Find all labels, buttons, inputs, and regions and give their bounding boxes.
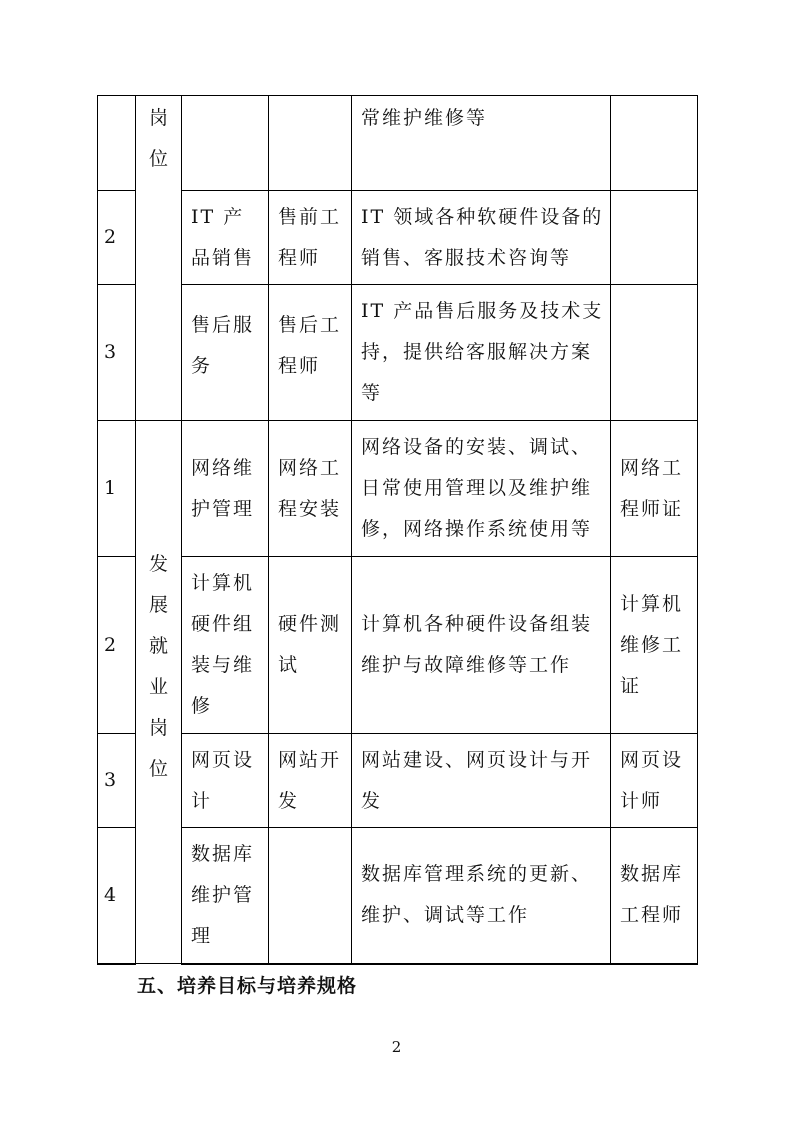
row-number: 4 [98,828,136,964]
position-name: 网页设计 [182,734,269,828]
certificate: 网页设计师 [611,734,698,828]
position-name [182,96,269,191]
position-description: IT 领域各种软硬件设备的销售、客服技术咨询等 [352,191,611,285]
position-post: 售前工程师 [269,191,352,285]
position-name: 网络维护管理 [182,421,269,557]
page-number: 2 [391,1038,402,1056]
certificate [611,191,698,285]
position-name: 计算机硬件组装与维修 [182,557,269,734]
position-description: 网站建设、网页设计与开发 [352,734,611,828]
category-cell [136,96,182,421]
position-description: IT 产品售后服务及技术支持，提供给客服解决方案等 [352,285,611,421]
position-post: 售后工程师 [269,285,352,421]
row-number: 3 [98,734,136,828]
category-cell [136,421,182,964]
certificate: 数据库工程师 [611,828,698,964]
position-post: 网站开发 [269,734,352,828]
row-number: 2 [98,191,136,285]
table-row [98,557,698,734]
table-row [98,191,698,285]
position-post: 网络工程安装 [269,421,352,557]
category-label: 岗位 [149,107,171,170]
certificate [611,285,698,421]
position-name: 售后服务 [182,285,269,421]
position-description: 数据库管理系统的更新、维护、调试等工作 [352,828,611,964]
category-label: 发展就业岗位 [149,553,171,780]
certificate [611,96,698,191]
certificate: 计算机维修工证 [611,557,698,734]
position-name: 数据库维护管理 [182,828,269,964]
position-description: 计算机各种硬件设备组装维护与故障维修等工作 [352,557,611,734]
position-post [269,828,352,964]
table-row [98,96,698,191]
certificate: 网络工程师证 [611,421,698,557]
position-description: 常维护维修等 [352,96,611,191]
position-post: 硬件测试 [269,557,352,734]
table-row [98,285,698,421]
table-row [98,734,698,828]
position-post [269,96,352,191]
table-row [98,828,698,964]
row-number: 1 [98,421,136,557]
position-description: 网络设备的安装、调试、日常使用管理以及维护维修，网络操作系统使用等 [352,421,611,557]
table-row [98,421,698,557]
position-name: IT 产品销售 [182,191,269,285]
row-number [98,96,136,191]
job-positions-table [97,95,698,965]
row-number: 2 [98,557,136,734]
section-heading: 五、培养目标与培养规格 [137,975,358,997]
row-number: 3 [98,285,136,421]
